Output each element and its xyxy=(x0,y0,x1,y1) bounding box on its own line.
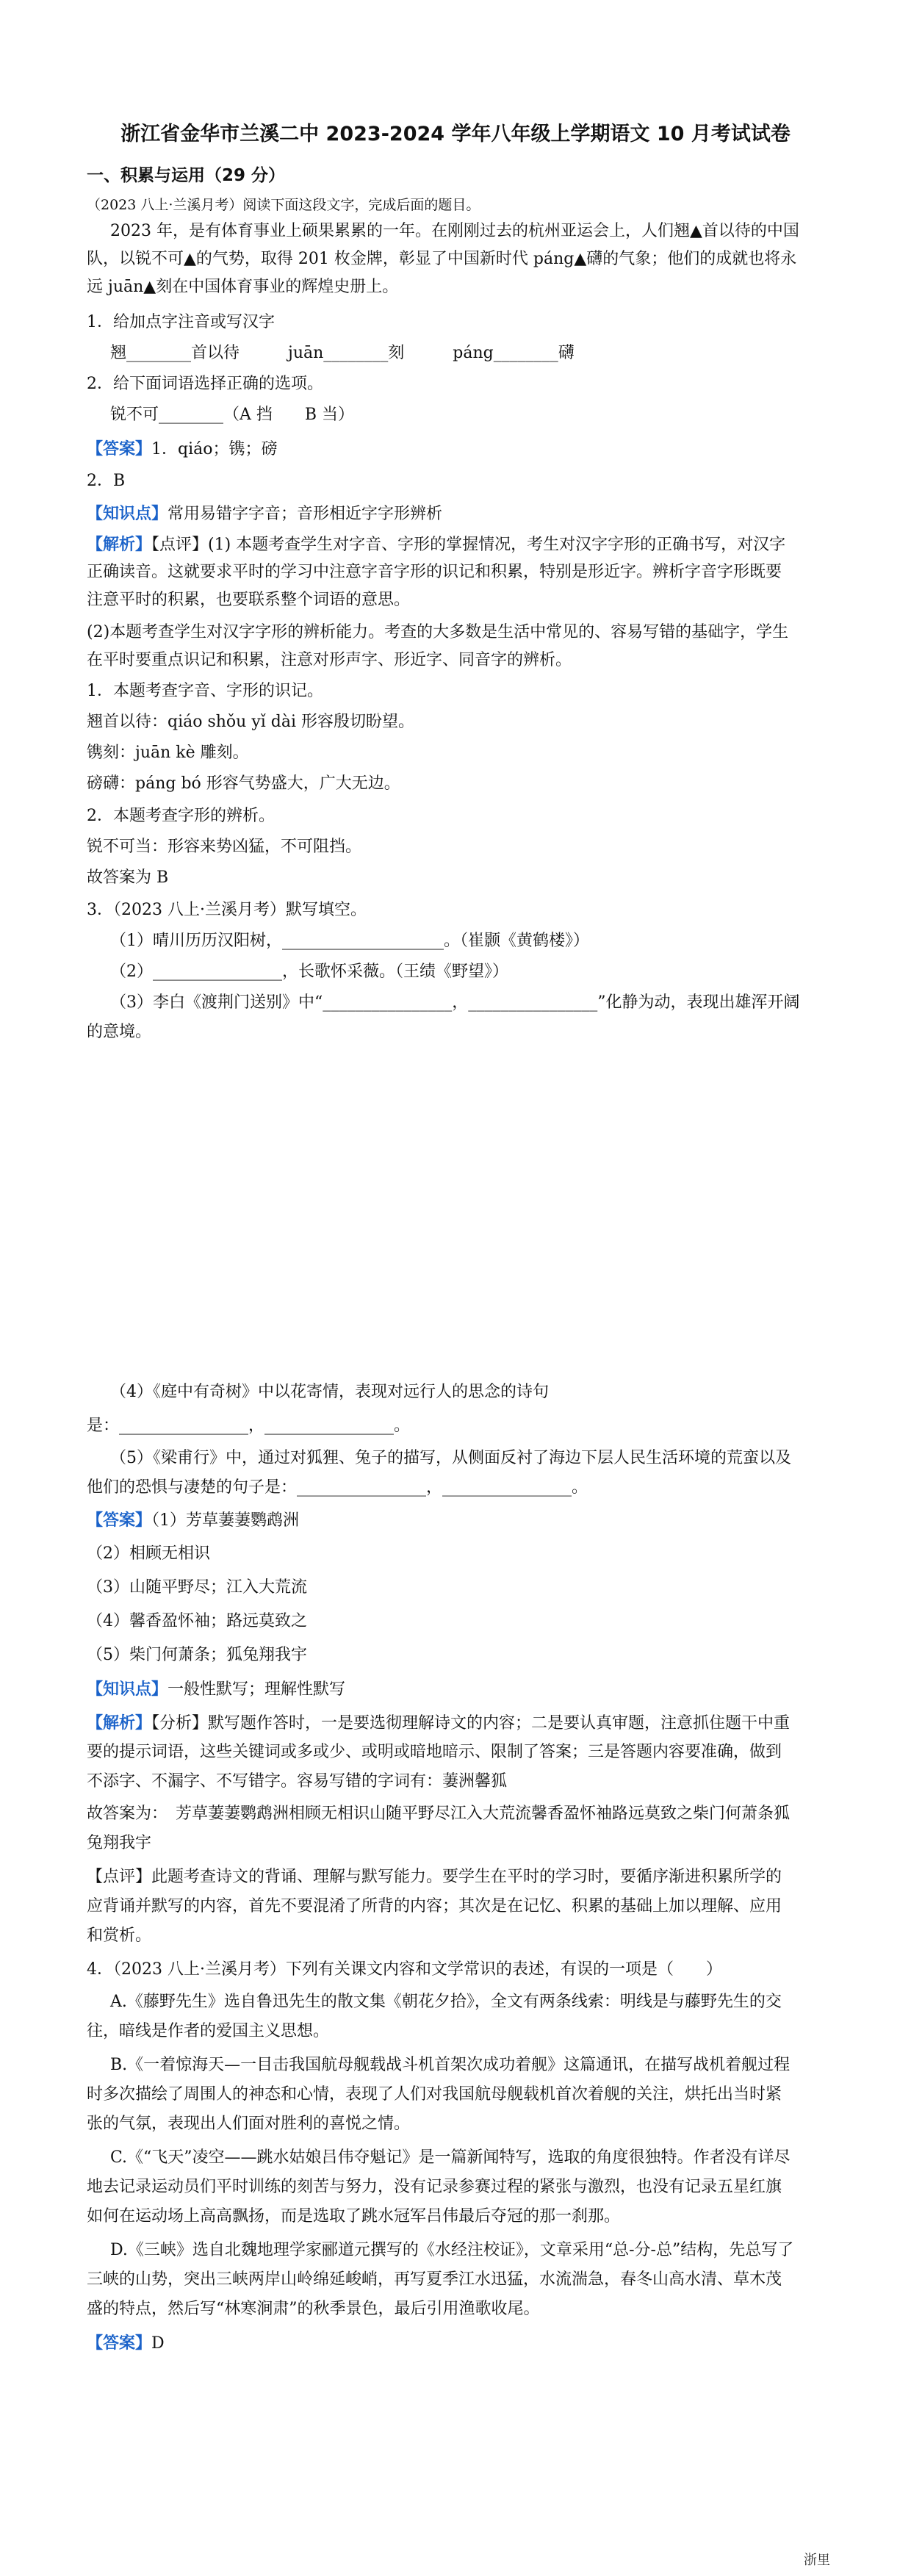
text-line: 他们的恐惧与凄楚的句子是：________________，________________。 xyxy=(87,1478,588,1497)
text-line xyxy=(87,1678,829,1701)
text-line: 2023 年，是有体育事业上硕果累累的一年。在刚刚过去的杭州亚运会上，人们翘▲首以待的中国 xyxy=(110,222,799,240)
text-line: 一、积累与运用（29 分） xyxy=(87,166,286,185)
section-tag: 【知识点】 xyxy=(87,504,168,523)
text-line xyxy=(87,533,829,556)
text-line: (2)本题考查学生对汉字字形的辨析能力。考查的大多数是生活中常见的、容易写错的基础字，学生 xyxy=(87,623,789,641)
text-line: 张的气氛，表现出人们面对胜利的喜悦之情。 xyxy=(87,2115,411,2133)
section-tag: 【答案】 xyxy=(87,2334,152,2353)
text-line: 如何在运动场上高高飘扬，而是选取了跳水冠军吕伟最后夺冠的那一刹那。 xyxy=(87,2207,621,2226)
page-title: 浙江省金华市兰溪二中 2023-2024 学年八年级上学期语文 10 月考试试卷 xyxy=(120,123,791,145)
text-line: 时多次描绘了周围人的神态和心情，表现了人们对我国航母舰载机首次着舰的关注，烘托出当时紧 xyxy=(87,2085,782,2104)
text-line: （3）李白《渡荆门送别》中“________________，________________”化静为动，表现出雄浑开阔 xyxy=(110,993,800,1012)
text-line: A.《藤野先生》选自鲁迅先生的散文集《朝花夕拾》，全文有两条线索：明线是与藤野先生的交 xyxy=(110,1993,782,2011)
text-line: （2023 八上·兰溪月考）阅读下面这段文字，完成后面的题目。 xyxy=(87,197,480,213)
text-line: 4．（2023 八上·兰溪月考）下列有关课文内容和文学常识的表述，有误的一项是（ ） xyxy=(87,1960,722,1979)
text-line: （5）《梁甫行》中，通过对狐狸、兔子的描写，从侧面反衬了海边下层人民生活环境的荒蛮以及 xyxy=(110,1449,792,1467)
line-text: D xyxy=(151,2334,165,2353)
text-line: 翘________首以待 juān________刻 páng________礴 xyxy=(110,344,575,362)
text-line: 盛的特点，然后写“林寒涧肃”的秋季景色，最后引用渔歌收尾。 xyxy=(87,2300,540,2318)
section-tag: 【解析】 xyxy=(87,535,152,554)
line-text: 【点评】(1) 本题考查学生对字音、字形的掌握情况，考生对汉字字形的正确书写，对汉字 xyxy=(151,536,786,554)
line-text: 一般性默写；理解性默写 xyxy=(168,1680,346,1699)
text-line: 兔翔我宇 xyxy=(87,1834,152,1852)
line-text: 1．qiáo；镌；磅 xyxy=(151,440,278,458)
text-line: 远 juān▲刻在中国体育事业的辉煌史册上。 xyxy=(87,278,399,296)
text-line: 3．（2023 八上·兰溪月考）默写填空。 xyxy=(87,901,367,919)
section-tag: 【答案】 xyxy=(87,1511,152,1530)
text-line: 镌刻：juān kè 雕刻。 xyxy=(87,744,249,762)
text-line: 不添字、不漏字、不写错字。容易写错的字词有：萋洲馨狐 xyxy=(87,1772,508,1791)
text-line: 锐不可________（A 挡 B 当） xyxy=(110,406,355,424)
text-line: 队，以锐不可▲的气势，取得 201 枚金牌，彰显了中国新时代 páng▲礴的气象；他们的成就也将永 xyxy=(87,250,797,268)
text-line: 翘首以待：qiáo shǒu yǐ dài 形容殷切盼望。 xyxy=(87,713,415,731)
text-line: （4）馨香盈怀袖；路远莫致之 xyxy=(87,1612,307,1630)
text-line: 要的提示词语，这些关键词或多或少、或明或暗地暗示、限制了答案；三是答题内容要准确，做到 xyxy=(87,1743,782,1761)
text-line: （1）晴川历历汉阳树，____________________。（崔颢《黄鹤楼》） xyxy=(110,932,589,950)
text-line: C.《“飞天”凌空——跳水姑娘吕伟夺魁记》是一篇新闻特写，选取的角度很独特。作者没有详尽 xyxy=(110,2148,791,2167)
text-line: 2．给下面词语选择正确的选项。 xyxy=(87,375,323,393)
text-line: 在平时要重点识记和积累，注意对形声字、形近字、同音字的辨析。 xyxy=(87,651,572,669)
text-line: （3）山随平野尽；江入大荒流 xyxy=(87,1578,307,1597)
page-footer: 浙里 xyxy=(804,2552,830,2568)
text-line: 2．本题考查字形的辨析。 xyxy=(87,807,275,825)
text-line: 1．本题考查字音、字形的识记。 xyxy=(87,682,323,700)
text-line: 三峡的山势，突出三峡两岸山岭绵延峻峭，再写夏季江水迅猛，水流湍急，春冬山高水清、草木茂 xyxy=(87,2270,782,2289)
text-line xyxy=(87,503,829,525)
text-line: 故答案为 B xyxy=(87,868,169,887)
text-line: （4）《庭中有奇树》中以花寄情，表现对远行人的思念的诗句 xyxy=(110,1383,549,1401)
text-line: 注意平时的积累，也要联系整个词语的意思。 xyxy=(87,591,411,609)
text-line: 应背诵并默写的内容，首先不要混淆了所背的内容；其次是在记忆、积累的基础上加以理解、应用 xyxy=(87,1897,782,1915)
line-text: 【分析】默写题作答时，一是要选彻理解诗文的内容；二是要认真审题，注意抓住题干中重 xyxy=(151,1714,791,1733)
text-line: D.《三峡》选自北魏地理学家郦道元撰写的《水经注校证》，文章采用“总-分-总”结构，先总写了 xyxy=(110,2241,794,2259)
text-line: 往，暗线是作者的爱国主义思想。 xyxy=(87,2022,330,2040)
text-line: （5）柴门何萧条；狐兔翔我宇 xyxy=(87,1646,307,1664)
text-line: 磅礴：páng bó 形容气势盛大，广大无边。 xyxy=(87,774,400,793)
text-line: 是：________________，________________。 xyxy=(87,1417,411,1435)
text-line: 正确读音。这就要求平时的学习中注意字音字形的识记和积累，特别是形近字。辨析字音字形既要 xyxy=(87,563,782,581)
text-line: 故答案为： 芳草萋萋鹦鹉洲相顾无相识山随平野尽江入大荒流馨香盈怀袖路远莫致之柴门何萧条狐 xyxy=(87,1805,791,1823)
text-line: 2．B xyxy=(87,472,126,490)
text-line xyxy=(87,438,829,461)
text-line xyxy=(87,2332,829,2355)
text-line: （2）相顾无相识 xyxy=(87,1544,210,1563)
text-line: B.《一着惊海天—一目击我国航母舰载战斗机首架次成功着舰》这篇通讯，在描写战机着舰过程 xyxy=(110,2056,791,2074)
text-line: 1．给加点字注音或写汉字 xyxy=(87,313,275,331)
text-line: （2）________________，长歌怀采薇。（王绩《野望》） xyxy=(110,963,508,981)
text-line xyxy=(87,1712,829,1735)
section-tag: 【知识点】 xyxy=(87,1680,168,1699)
text-line: 地去记录运动员们平时训练的刻苦与努力，没有记录参赛过程的紧张与激烈，也没有记录五星红旗 xyxy=(87,2178,782,2196)
line-text: 常用易错字字音；音形相近字字形辨析 xyxy=(168,505,443,523)
section-tag: 【解析】 xyxy=(87,1713,152,1733)
text-line xyxy=(87,1509,829,1532)
text-line: 锐不可当：形容来势凶猛，不可阻挡。 xyxy=(87,838,362,856)
text-line: 【点评】此题考查诗文的背诵、理解与默写能力。要学生在平时的学习时，要循序渐进积累所学的 xyxy=(87,1868,782,1886)
text-line: 的意境。 xyxy=(87,1023,152,1041)
line-text: （1）芳草萋萋鹦鹉洲 xyxy=(151,1511,300,1530)
section-tag: 【答案】 xyxy=(87,439,152,458)
text-line: 和赏析。 xyxy=(87,1926,152,1945)
